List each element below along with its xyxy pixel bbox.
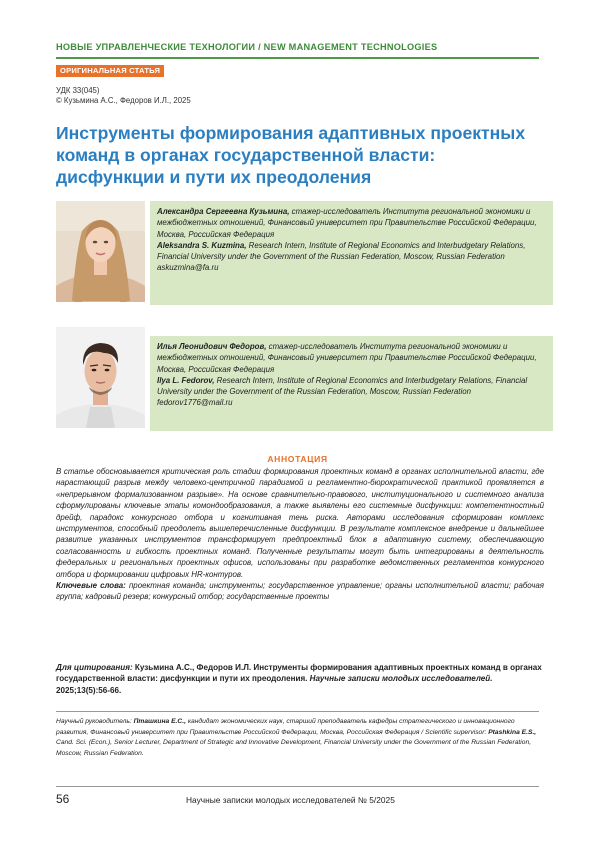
footnote-divider <box>56 711 539 712</box>
footer-divider <box>56 786 539 787</box>
supervisor-name-en: Ptashkina E.S., <box>488 728 537 736</box>
keywords-label: Ключевые слова: <box>56 581 126 591</box>
citation-text: Кузьмина А.С., Федоров И.Л. Инструменты формирования адаптивных проектных команд в органах государственной власти: дисфункции и пути их преодоления. <box>56 663 542 684</box>
author-info-box-fedorov <box>150 336 553 431</box>
udc-code: УДК 33(045) <box>56 86 100 95</box>
citation-label: Для цитирования: <box>56 663 133 672</box>
author-affiliation-en: Research Intern, Institute of Regional Economics and Interbudgetary Relations, Financial University under the Government of the Russian Federation, Moscow, Russian Federation <box>157 240 526 262</box>
footnote-supervisor <box>56 717 544 759</box>
citation-block <box>56 662 542 696</box>
author-email[interactable]: fedorov1776@mail.ru <box>157 398 233 408</box>
citation-journal: Научные записки молодых исследователей. <box>307 674 493 684</box>
abstract-text: В статье обосновывается критическая роль стадии формирования проектных команд в органах исполнительной власти, где нарастающий разрыв между человеко-центричной парадигмой и регламентно-бюрократической практикой проявляется в «непрерывном формализованном разрыве». На основе сравнительно-правового, институционального и системного анализа сформулированы ключевые этапы комондообразования, а также выявлены его системные дисфункции: компетентностный дрейф, парадокс конкурсного отбора и когнитивная тень риска. Авторами исследования сформирован комплекс инструментов, способный преодолеть вышеперечисленные дисфункции. В результате комплексное внедрение и дальнейшее развитие указанных инструментов трансформирует предпроектный блок в адаптивную систему, обеспечивающую согласованность и гибкость проектных команд. Полученные результаты могут быть интегрированы в деятельность федеральных и региональных проектных офисов, использованы при разработке ведомственных регламентов конкурсного отбора и формировании цифровых HR-контуров. <box>56 467 544 579</box>
author-name-ru: Илья Леонидович Федоров, <box>157 342 267 351</box>
citation-details: 2025;13(5):56-66. <box>56 685 122 695</box>
author-photo-fedorov <box>56 327 145 428</box>
keywords-list: проектная команда; инструменты; государственное управление; органы исполнительной власти; рабочая группа; кадровый резерв; конкурсный отбор; государственные проекты <box>56 581 544 602</box>
supervisor-label-ru: Научный руководитель: <box>56 718 134 725</box>
page-number: 56 <box>56 792 70 806</box>
abstract-heading: АННОТАЦИЯ <box>267 454 328 464</box>
abstract-body <box>56 466 544 603</box>
copyright: © Кузьмина А.С., Федоров И.Л., 2025 <box>56 96 191 105</box>
author-name-en: Ilya L. Fedorov, <box>157 375 215 385</box>
author-affiliation-ru: стажер-исследователь Института региональной экономики и межбюджетных отношений, Финансовый университет при Правительстве Российской Федерации, Москва, Российская Федерация <box>157 342 537 374</box>
article-type-badge: ОРИГИНАЛЬНАЯ СТАТЬЯ <box>56 65 164 77</box>
supervisor-label-en: Scientific supervisor: <box>425 728 489 736</box>
author-affiliation-en: Research Intern, Institute of Regional Economics and Interbudgetary Relations, Financial University under the Government of the Russian Federation, Moscow, Russian Federation <box>157 375 528 397</box>
author-info-box-kuzmina <box>150 201 553 305</box>
author-name-ru: Александра Сергеевна Кузьмина, <box>157 207 290 216</box>
author-email[interactable]: askuzmina@fa.ru <box>157 263 219 273</box>
supervisor-desc-en: Cand. Sci. (Econ.), Senior Lecturer, Department of Strategic and Innovative Development, Financial University under the Government of the Russian Federation, Moscow, Russian Federation. <box>56 739 532 757</box>
header-divider <box>56 57 539 59</box>
author-affiliation-ru: стажер-исследователь Института региональной экономики и межбюджетных отношений, Финансовый университет при Правительстве Российской Федерации, Москва, Российская Федерация <box>157 207 537 239</box>
author-photo-kuzmina <box>56 201 145 302</box>
article-title: Инструменты формирования адаптивных проектных команд в органах государственной власти: дисфункции и пути их преодоления <box>56 123 526 187</box>
author-name-en: Aleksandra S. Kuzmina, <box>157 240 247 250</box>
supervisor-name-ru: Пташкина Е.С., <box>133 718 186 725</box>
footer-journal-title: Научные записки молодых исследователей № 5/2025 <box>186 795 395 805</box>
supervisor-desc-ru: кандидат экономических наук, старший преподаватель кафедры стратегического и инновационного развития, Финансовый университет при Правительстве Российской Федерации, Москва, Российская Федерация / <box>56 718 515 736</box>
running-header: НОВЫЕ УПРАВЛЕНЧЕСКИЕ ТЕХНОЛОГИИ / NEW MANAGEMENT TECHNOLOGIES <box>56 42 438 52</box>
